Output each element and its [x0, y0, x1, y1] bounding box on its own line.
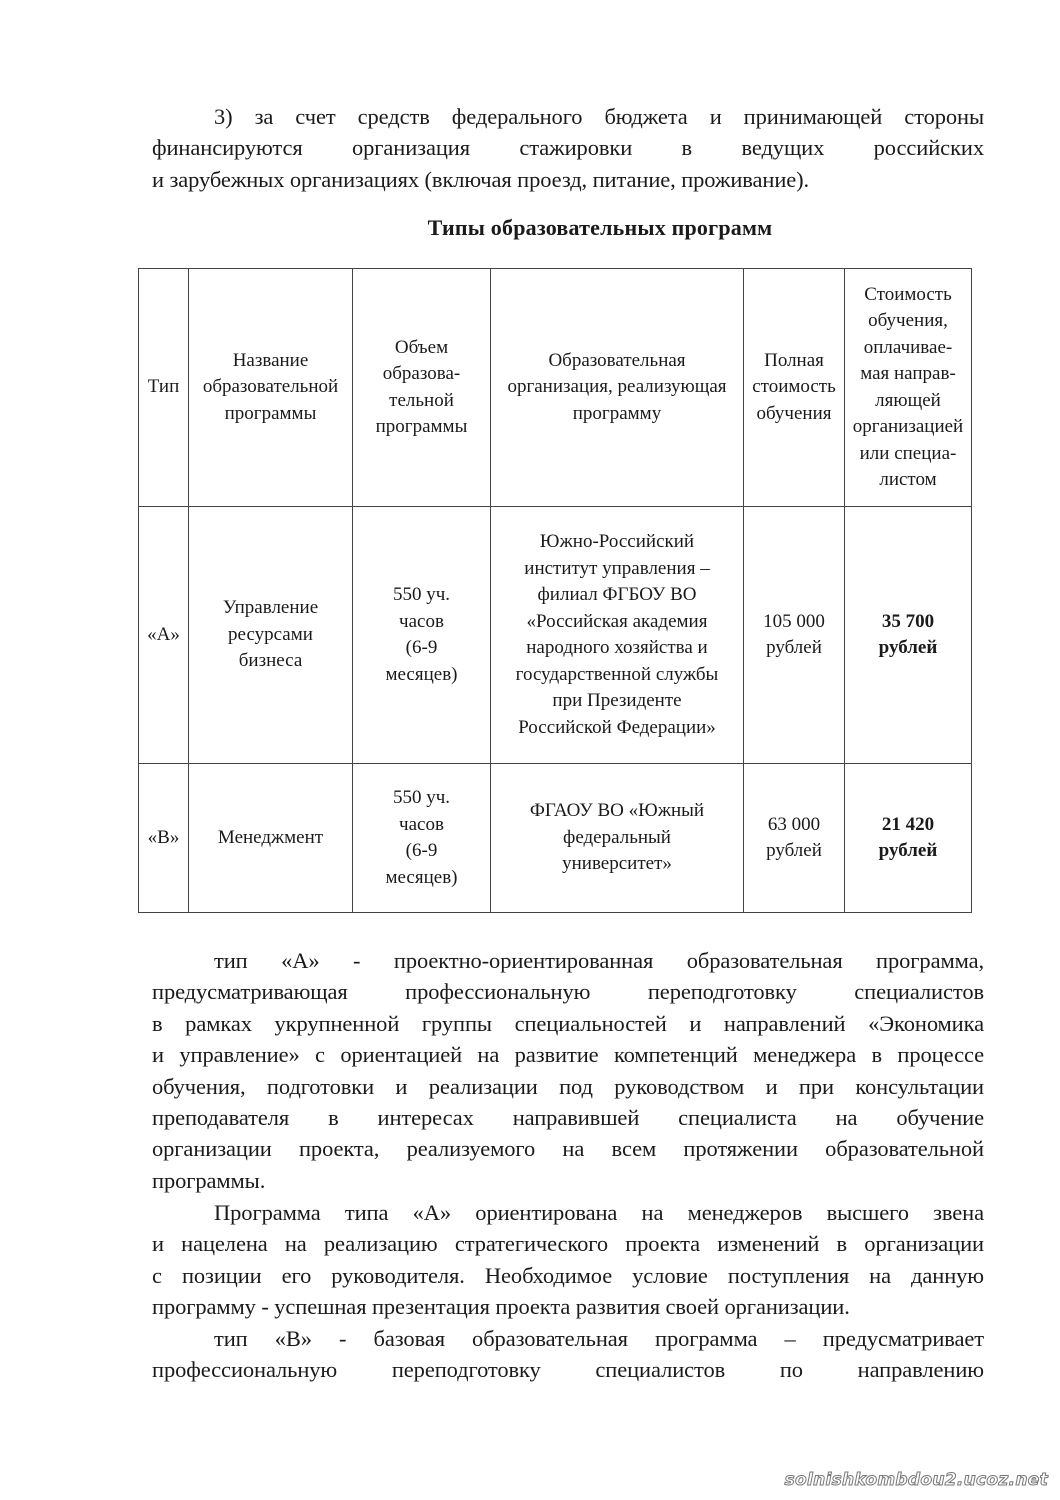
paragraph-type-b [152, 1323, 984, 1386]
cell-program-volume: 550 уч. часов (6-9 месяцев) [353, 764, 491, 913]
cell-program-volume: 550 уч. часов (6-9 месяцев) [353, 507, 491, 764]
paragraph-program-a [152, 1197, 984, 1323]
text-line: программу - успешная презентация проекта развития своей организации. [152, 1294, 850, 1320]
header-full-cost: Полная стоимость обучения [744, 269, 845, 507]
text-line: профессиональную переподготовку специалистов по направлению [152, 1357, 984, 1383]
paragraph-type-a [152, 945, 984, 1196]
table-title: Типы образовательных программ [427, 215, 773, 240]
text-line: финансируются организация стажировки в ведущих российских [152, 135, 984, 161]
table-row [139, 507, 972, 764]
text-line: и нацелена на реализацию стратегического проекта изменений в организации [152, 1231, 984, 1257]
text-line: программы. [152, 1167, 266, 1193]
intro-paragraph [152, 101, 984, 195]
cell-program-name: Менеджмент [189, 764, 353, 913]
text-line: Программа типа «А» ориентирована на менеджеров высшего звена [214, 1200, 984, 1225]
cell-full-cost: 63 000 рублей [744, 764, 845, 913]
watermark: solnishkombdou2.ucoz.net [784, 1470, 1048, 1490]
text-line: в рамках укрупненной группы специальностей и направлений «Экономика [152, 1010, 984, 1036]
cell-organization: Южно-Российский институт управления – филиал ФГБОУ ВО «Российская академия народного хозяйства и государственной службы при Президенте Российской Федерации» [491, 507, 744, 764]
header-program-volume: Объем образова- тельной программы [353, 269, 491, 507]
text-line: предусматривающая профессиональную переподготовку специалистов [152, 979, 984, 1005]
text-line: и управление» с ориентацией на развитие компетенций менеджера в процессе [152, 1042, 984, 1068]
text-line: обучения, подготовки и реализации под руководством и при консультации [152, 1073, 984, 1099]
header-program-name: Название образовательной программы [189, 269, 353, 507]
text-line: преподавателя в интересах направившей специалиста на обучение [152, 1105, 984, 1131]
text-line: организации проекта, реализуемого на всем протяжении образовательной [152, 1136, 984, 1162]
cell-organization: ФГАОУ ВО «Южный федеральный университет» [491, 764, 744, 913]
cell-program-name: Управление ресурсами бизнеса [189, 507, 353, 764]
text-line: и зарубежных организациях (включая проезд, питание, проживание). [152, 166, 810, 192]
text-line: тип «В» - базовая образовательная программа – предусматривает [214, 1326, 984, 1351]
header-organization: Образовательная организация, реализующая программу [491, 269, 744, 507]
programs-table [138, 268, 972, 913]
header-paid-cost: Стоимость обучения, оплачивае- мая направ- ляющей организацией или специа- листом [845, 269, 972, 507]
cell-paid-cost: 35 700 рублей [845, 507, 972, 764]
text-line: 3) за счет средств федерального бюджета и принимающей стороны [214, 104, 984, 129]
header-type: Тип [139, 269, 189, 507]
text-line: тип «А» - проектно-ориентированная образовательная программа, [214, 948, 984, 973]
cell-type: «А» [139, 507, 189, 764]
cell-paid-cost: 21 420 рублей [845, 764, 972, 913]
table-header-row [139, 269, 972, 507]
cell-type: «В» [139, 764, 189, 913]
cell-full-cost: 105 000 рублей [744, 507, 845, 764]
text-line: с позиции его руководителя. Необходимое условие поступления на данную [152, 1262, 984, 1288]
table-row [139, 764, 972, 913]
